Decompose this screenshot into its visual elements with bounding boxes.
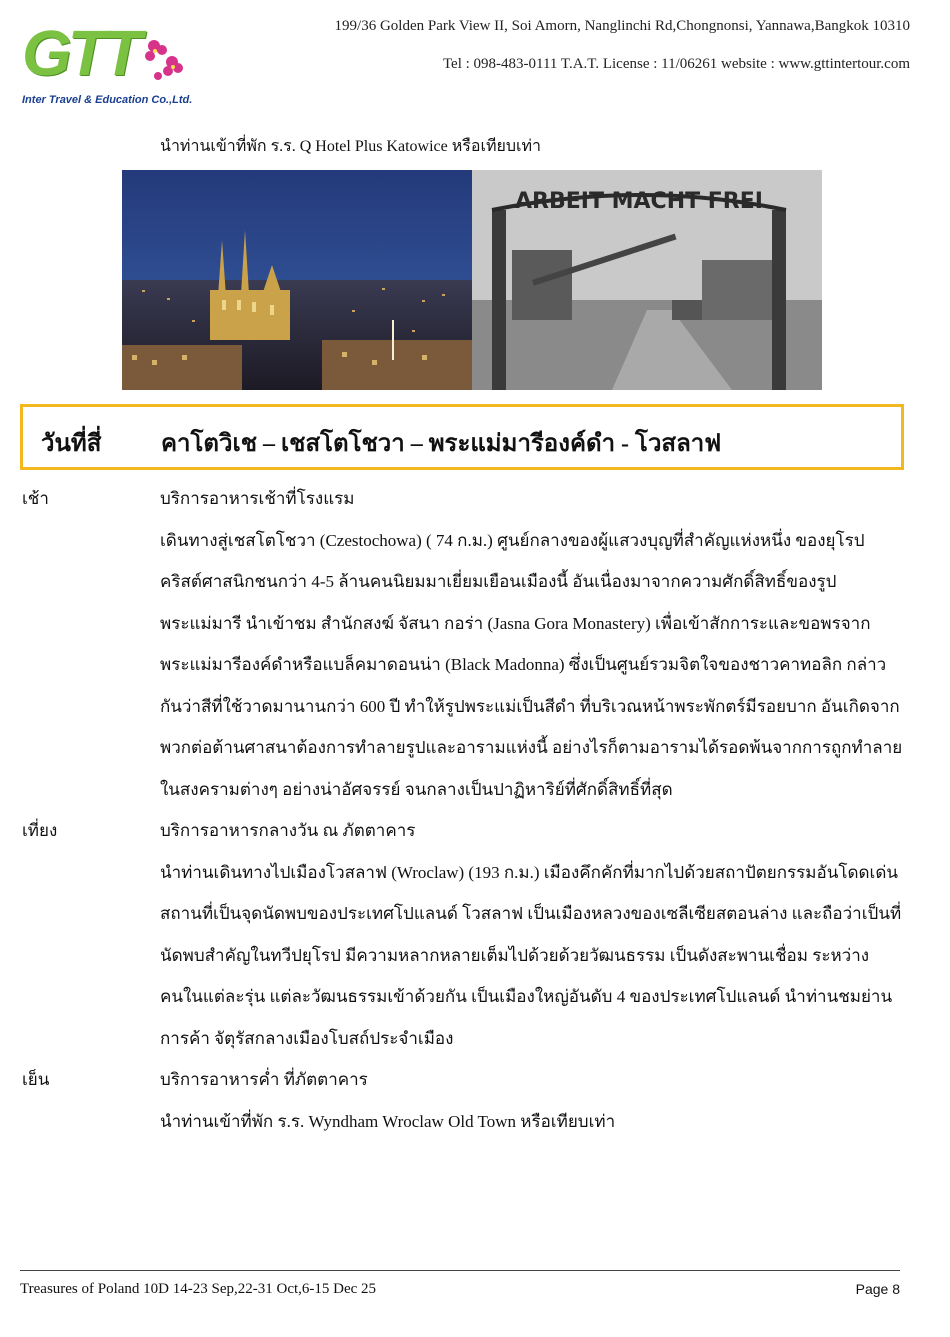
photo-strip [122,170,822,390]
meal-label: เย็น [22,1070,50,1089]
auschwitz-gate-photo [472,170,822,390]
meal-label: เช้า [22,489,49,508]
logo-subtitle: Inter Travel & Education Co.,Ltd. [22,94,193,106]
gate-sign-text: ARBEIT MACHT FREI [515,189,763,214]
page-header [0,0,950,125]
company-contact: Tel : 098-483-0111 T.A.T. License : 11/06261 website : www.gttintertour.com [442,56,910,72]
orchid-icon [140,36,186,82]
meal-label: เที่ยง [22,821,58,840]
day-title: คาโตวิเช – เชสโตโชวา – พระแม่มารีองค์ดำ - โวสลาฟ [161,431,722,457]
day-header-box [20,404,904,470]
previous-day-hotel: นำท่านเข้าที่พัก ร.ร. Q Hotel Plus Katowice หรือเทียบเท่า [160,138,542,155]
schedule-line: บริการอาหารค่ำ ที่ภัตตาคาร [160,1070,368,1089]
schedule-paragraph: เดินทางสู่เชสโตโชวา (Czestochowa) ( 74 ก.ม.) ศูนย์กลางของผู้แสวงบุญที่สำคัญแห่งหนึ่ง ของยุโรป คริสต์ศาสนิกชนกว่า 4-5 ล้านคนนิยมมาเยี่ยมเยือนเมืองนี้ อันเนื่องมาจากความศักดิ์สิทธิ์ของรูปพระแม่มารี นำเข้าชม สำนักสงฆ์ จัสนา กอร่า (Jasna Gora Monastery) เพื่อเข้าสักการะและขอพรจากพระแม่มารีองค์ดำหรือแบล็คมาดอนน่า (Black Madonna) ซึ่งเป็นศูนย์รวมจิตใจของชาวคาทอลิก กล่าวกันว่าสีที่ใช้วาดมานานกว่า 600 ปี ทำให้รูปพระแม่เป็นสีดำ ที่บริเวณหน้าพระพักตร์มีรอยบาก อันเกิดจากพวกต่อต้านศาสนาต้องการทำลายรูปและอารามแห่งนี้ อย่างไรก็ตามอารามได้รอดพ้นจากการถูกทำลายในสงครามต่างๆ อย่างน่าอัศจรรย์ จนกลางเป็นปาฏิหาริย์ที่ศักดิ์สิทธิ์ที่สุด [160,530,903,799]
company-address-block [335,16,910,74]
schedule-paragraph: นำท่านเดินทางไปเมืองโวสลาฟ (Wroclaw) (193 ก.ม.) เมืองคึกคักที่มากไปด้วยสถาปัตยกรรมอันโดดเด่น สถานที่เป็นจุดนัดพบของประเทศโปแลนด์ โวสลาฟ เป็นเมืองหลวงของเซลีเซียสตอนล่าง และถือว่าเป็นที่นัดพบสำคัญในทวีปยุโรป มีความหลากหลายเต็มไปด้วยด้วยวัฒนธรรม เป็นดังสะพานเชื่อม ระหว่างคนในแต่ละรุ่น แต่ละวัฒนธรรมเข้าด้วยกัน เป็นเมืองใหญ่อันดับ 4 ของประเทศโปแลนด์ นำท่านชมย่านการค้า จัตุรัสกลางเมืองโบสถ์ประจำเมือง [160,862,902,1048]
day-label: วันที่สี่ [41,431,102,457]
schedule-row-breakfast [0,478,950,810]
schedule-line: บริการอาหารกลางวัน ณ ภัตตาคาร [160,821,416,840]
cathedral-night-photo [122,170,472,390]
schedule-row-lunch [0,810,950,1059]
page-number: Page 8 [855,1281,900,1297]
schedule-line: นำท่านเข้าที่พัก ร.ร. Wyndham Wroclaw Old Town หรือเทียบเท่า [160,1111,616,1131]
company-logo [22,17,193,113]
schedule-row-dinner [0,1059,950,1142]
page-footer [20,1270,900,1297]
logo-wordmark: GTT [22,17,138,89]
tour-name: Treasures of Poland 10D 14-23 Sep,22-31 Oct,6-15 Dec 25 [20,1281,377,1297]
itinerary-schedule [0,478,950,1142]
company-address: 199/36 Golden Park View II, Soi Amorn, Nanglinchi Rd,Chongnonsi, Yannawa,Bangkok 10310 [334,18,910,34]
schedule-line: บริการอาหารเช้าที่โรงแรม [160,489,355,508]
